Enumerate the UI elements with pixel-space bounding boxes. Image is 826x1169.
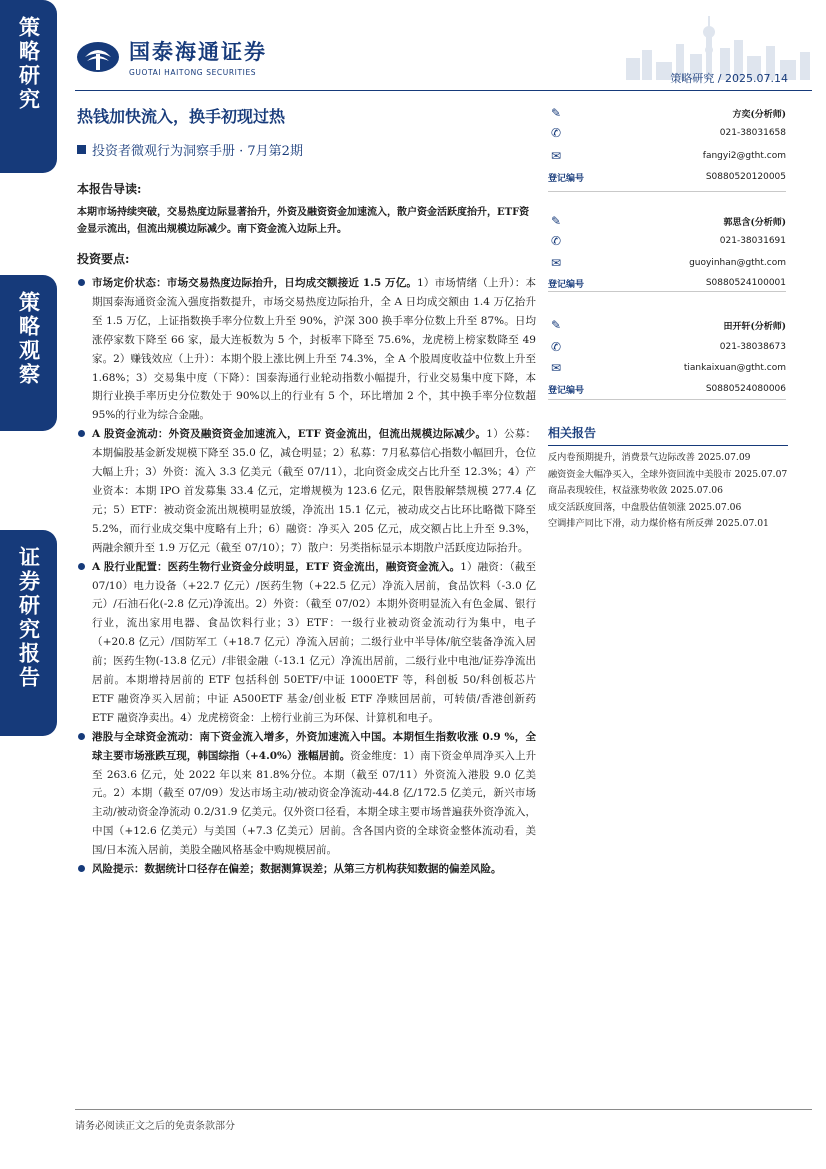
analyst-panel [548,100,786,400]
related-report-date: 2025.07.09 [697,452,751,463]
point-lead: A 股行业配置：医药生物行业资金分歧明显，ETF 资金流出，融资资金流入。 [92,560,461,573]
related-reports [548,424,788,534]
related-report-title: 成交活跃度回落，中盘股估值领涨 [548,501,686,513]
registration-number: S0880520120005 [705,172,786,182]
point-hk-global-flows [78,728,536,860]
sidebar-banner-securities-report [0,530,57,736]
related-report-item[interactable] [548,501,788,515]
registration-label: 登记编号 [548,385,585,396]
points-heading: 投资要点: [77,252,130,266]
footer-disclaimer: 请务必阅读正文之后的免责条款部分 [75,1121,235,1132]
analyst-name: 田开轩(分析师) [723,321,786,332]
point-lead: A 股资金流动：外资及融资资金加速流入，ETF 资金流出，但流出规模边际减少。 [92,428,487,441]
related-report-item[interactable] [548,451,788,465]
header-divider [75,90,812,91]
related-report-item[interactable] [548,517,788,531]
sidebar-label: 策略观察 [16,291,42,387]
phone-icon: ✆ [550,234,562,248]
analyst-email[interactable]: fangyi2@gtht.com [702,151,786,161]
analyst-card [548,300,786,400]
analyst-email[interactable]: tiankaixuan@gtht.com [683,363,786,373]
logo-mark-icon [75,40,121,74]
analyst-name: 方奕(分析师) [732,109,786,120]
related-report-title: 空调排产同比下滑，动力煤价格有所反弹 [548,518,714,530]
analyst-email[interactable]: guoyinhan@gtht.com [689,258,786,268]
related-report-date: 2025.07.01 [716,518,769,530]
analyst-phone: 021-38031691 [719,236,786,246]
sidebar-label: 策略研究 [16,16,42,112]
point-market-pricing [78,274,536,425]
related-report-date: 2025.07.06 [688,501,742,513]
related-report-date: 2025.07.07 [734,468,788,480]
analyst-phone: 021-38038673 [719,342,786,352]
logo-name-zh: 国泰海通证券 [129,40,267,64]
phone-icon: ✆ [550,340,562,354]
point-text: 1）融资：（截至 07/10）电力设备（+22.7 亿元）/医药生物（+22.5 亿元）净流入居前，食品饮料（-3.0 亿元）/石油石化(-2.8 亿元)净流出。2）外资：（截至 07/02）本期外资明显流入有色金属、银行行业，流出家用电器、食品饮料行业；3）ETF：一级行业被动资金流动行为集中，电子（+20.8 亿元）/国防军工（+18.7 亿元）净流入居前；二级行业中半导体/航空装备净流入居前；医药生物(-13.8 亿元）/非银金融（-13.1 亿元）净流出居前，二级行业中电池/证券净流出居前。本期增持居前的 ETF 包括科创 50ETF/中证 1000ETF 等，科创板 50/科创板芯片 ETF 融资净买入居前；中证 A500ETF 基金/创业板 ETF 净赎回居前，可转债/香港创新药 ETF 融资净卖出。4）龙虎榜资金：上榜行业前三为环保、计算机和电子。 [92,560,536,724]
phone-icon: ✆ [550,126,562,140]
sidebar-banner-strategy-research [0,0,57,173]
point-text: 1）公募：本期偏股基金新发规模下降至 35.0 亿，减仓明显；2）私募：7月私募信心指数小幅回升，仓位大幅上升；3）外资：流入 3.3 亿美元（截至 07/11），北向资金成交占比升至 12.3%；4）产业资本：本期 IPO 首发募集 33.4 亿元，定增规模为 123.6 亿元，限售股解禁规模 277.4 亿元；5）ETF：被动资金流出规模明显放缓，净流出 15.1 亿元，被动成交占比环比略微下降至 5.2%，而行业成交集中度略有上升；6）融资：净买入 205 亿元，成交额占比上升至 9.3%，两融余额升至 1.9 万亿元（截至 07/10）；7）散户：另类指标显示本期散户活跃度边际抬升。 [92,428,536,554]
analyst-card [548,100,786,192]
report-title: 热钱加快流入，换手初现过热 [77,107,286,126]
registration-number: S0880524080006 [705,384,786,394]
analyst-card [548,200,786,292]
related-report-title: 反内卷预期提升，消费景气边际改善 [548,452,695,463]
related-reports-list [548,451,788,531]
point-industry-allocation [78,558,536,728]
registration-label: 登记编号 [548,279,585,290]
sidebar-banner-strategy-observation [0,275,57,431]
person-icon: ✎ [550,214,562,228]
point-text: 资金维度：1）南下资金单周净买入上升至 263.6 亿元，处 2022 年以来 81.8%分位。本期（截至 07/11）外资流入港股 9.0 亿美元。2）本期（截至 07/09）发达市场主动/被动资金净流动-44.8 亿/172.5 亿美元，新兴市场主动/被动资金净流动 0.2/31.9 亿美元。仅外资口径看，本期全球主要市场普遍获外资净流入，中国（+12.6 亿美元）与美国（+7.3 亿美元）居前。含各国内资的全球资金整体流动看，美国/日本流入居前，美股全融风格基金中购规模居前。 [92,749,536,857]
registration-label: 登记编号 [548,173,585,184]
footer-divider [75,1109,812,1110]
related-report-item[interactable] [548,484,788,498]
person-icon: ✎ [550,318,562,332]
report-category-date: 策略研究 / 2025.07.14 [670,72,788,85]
analyst-phone: 021-38031658 [719,128,786,138]
related-report-title: 融资资金大幅净买入，全球外资回流中美股市 [548,468,732,480]
analyst-name: 郭思含(分析师) [723,217,786,228]
related-reports-heading: 相关报告 [548,424,788,446]
registration-number: S0880524100001 [705,278,786,288]
square-bullet-icon [77,145,86,154]
point-text: 1）市场情绪（上升）：本期国泰海通资金流入强度指数提升，市场交易热度边际抬升，全 A 日均成交额由 1.4 万亿抬升至 1.5 万亿，上证指数换手率分位数上升至 90%，沪深 300 换手率分位数上升至 87%。日均涨停家数下降至 66 家，最大连板数为 5 个，封板率下降至 75.6%，龙虎榜上榜家数降至 49 家。2）赚钱效应（上升）：本期个股上涨比例上升至 74.3%，全 A 个股周度收益中位数上升至 1.68%；3）交易集中度（下降）：国泰海通行业轮动指数小幅提升，行业交易集中度下降，本期行业换手率历史分位数处于 90%以上的行业有 5 个，环比增加 2 个，其中换手率分位数超 95%的行业为综合金融。 [92,277,537,422]
report-subtitle-text: 投资者微观行为洞察手册 · 7月第2期 [92,144,303,159]
point-a-share-flows [78,425,536,557]
point-lead: 市场定价状态：市场交易热度边际抬升，日均成交额接近 1.5 万亿。 [92,277,418,289]
guide-heading: 本报告导读: [77,182,142,196]
related-report-title: 商品表现较佳，权益涨势收敛 [548,485,668,497]
point-lead: 港股与全球资金流动：南下资金流入增多，外资加速流入中国。本期恒生指数收涨 0.9 %，全球主要市场涨跌互现，韩国综指（+4.0%）涨幅居前。 [92,730,536,762]
guide-text: 本期市场持续突破，交易热度边际显著抬升，外资及融资资金加速流入，散户资金活跃度抬升，ETF资金显示流出，但流出规模边际减少。南下资金流入边际上升。 [77,207,530,235]
related-report-date: 2025.07.06 [670,485,723,497]
email-icon: ✉ [550,149,562,163]
person-icon: ✎ [550,106,562,120]
email-icon: ✉ [550,256,562,270]
related-report-item[interactable] [548,468,788,482]
point-lead: 风险提示：数据统计口径存在偏差；数据测算误差；从第三方机构获知数据的偏差风险。 [92,863,502,876]
sidebar-label: 证券研究报告 [16,546,42,690]
email-icon: ✉ [550,361,562,375]
company-logo [75,36,267,77]
investment-points [78,274,536,879]
point-risk-warning [78,860,536,879]
report-subtitle [77,140,303,159]
logo-name-en: GUOTAI HAITONG SECURITIES [129,68,257,77]
